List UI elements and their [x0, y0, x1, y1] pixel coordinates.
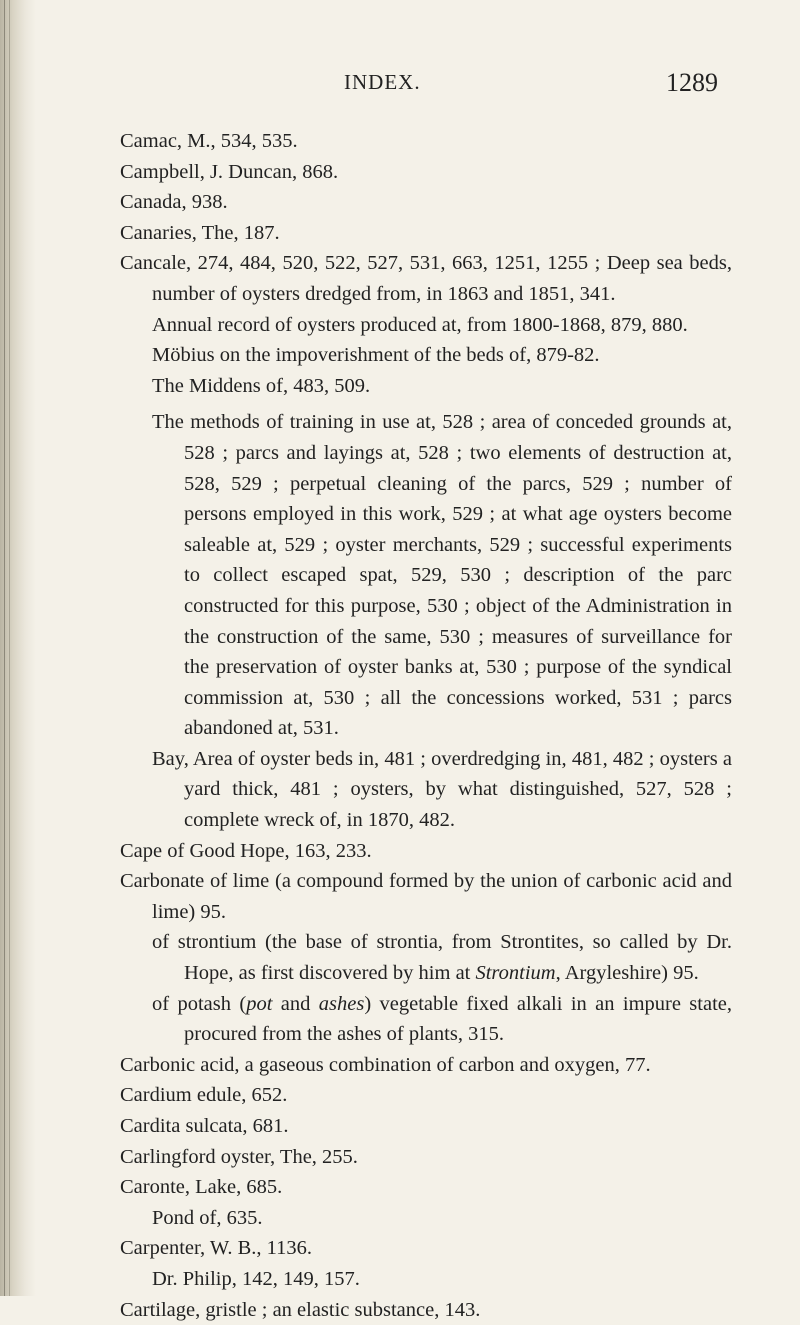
index-subentry — [120, 927, 732, 988]
entry-text: Carbonate of lime (a compound formed by the union of carbonic acid and lime) 95. — [120, 870, 732, 923]
entry-text: Pond of, 635. — [152, 1206, 263, 1229]
italic-text: Strontium — [475, 962, 556, 985]
entry-text: Caronte, Lake, 685. — [120, 1176, 283, 1199]
index-entry — [120, 1080, 732, 1111]
index-subentry — [120, 989, 732, 1050]
entry-text: The methods of training in use at, 528 ; area of conceded grounds at, 528 ; parcs and layings at, 528 ; two elements of destruction at, 528, 529 ; perpetual cleaning of the parcs, 529 ; number of persons employed in this work, 529 ; at what age oysters become saleable at, 529 ; oyster merchants, 529 ; successful experiments to collect escaped spat, 529, 530 ; description of the parc constructed for this purpose, 530 ; object of the Administration in the construction of the same, 530 ; measures of surveillance for the preservation of oyster banks at, 530 ; purpose of the syndical commission at, 530 ; all the concessions worked, 531 ; parcs abandoned at, 531. — [152, 411, 732, 740]
index-entry — [120, 248, 732, 309]
index-subentry — [120, 310, 732, 341]
book-spine-shadow — [0, 0, 36, 1296]
entry-text: Dr. Philip, 142, 149, 157. — [152, 1267, 360, 1290]
index-subentry — [120, 1264, 732, 1295]
italic-text: ashes — [318, 992, 365, 1015]
index-subentry — [120, 1203, 732, 1234]
index-entries — [120, 126, 732, 1325]
entry-text: Carbonic acid, a gaseous combination of carbon and oxygen, 77. — [120, 1053, 651, 1076]
index-subentry — [120, 340, 732, 371]
index-entry — [120, 157, 732, 188]
entry-text: Carlingford oyster, The, 255. — [120, 1145, 358, 1168]
page-number: 1289 — [666, 68, 718, 97]
entry-text: Cancale, 274, 484, 520, 522, 527, 531, 663, 1251, 1255 ; Deep sea beds, number of oysters dredged from, in 1863 and 1851, 341. — [120, 252, 732, 305]
entry-text: of strontium (the base of strontia, from Strontites, so called by Dr. Hope, as first discovered by him at — [152, 931, 732, 985]
entry-text: Bay, Area of oyster beds in, 481 ; overdredging in, 481, 482 ; oysters a yard thick, 481 ; oysters, by what distinguished, 527, 528 ; complete wreck of, in 1870, 482. — [152, 747, 732, 832]
entry-text: Cape of Good Hope, 163, 233. — [120, 839, 372, 862]
index-subentry — [120, 371, 732, 402]
entry-text: , Argyleshire) 95. — [555, 962, 699, 985]
spine-edge-line — [4, 0, 5, 1296]
index-entry — [120, 126, 732, 157]
entry-text: Carpenter, W. B., 1136. — [120, 1237, 313, 1260]
entry-text: Cartilage, gristle ; an elastic substance, 143. — [120, 1298, 481, 1321]
index-entry — [120, 866, 732, 927]
index-entry — [120, 1233, 732, 1264]
running-title: INDEX. — [344, 70, 421, 94]
entry-text: and — [272, 992, 319, 1015]
entry-text: Campbell, J. Duncan, 868. — [120, 160, 339, 183]
index-entry — [120, 1172, 732, 1203]
entry-text: of potash ( — [152, 992, 247, 1015]
index-subentry — [120, 744, 732, 836]
index-entry — [120, 1111, 732, 1142]
entry-text: Cardium edule, 652. — [120, 1084, 288, 1107]
entry-text: Camac, M., 534, 535. — [120, 130, 298, 152]
index-subentry — [120, 407, 732, 744]
entry-text: Annual record of oysters produced at, from 1800-1868, 879, 880. — [152, 313, 688, 336]
entry-text: Canada, 938. — [120, 191, 228, 214]
index-entry — [120, 836, 732, 867]
entry-text: Canaries, The, 187. — [120, 221, 280, 244]
index-entry — [120, 187, 732, 218]
index-entry — [120, 218, 732, 249]
spine-edge-line — [9, 0, 10, 1296]
entry-text: Cardita sulcata, 681. — [120, 1115, 289, 1137]
index-entry — [120, 1050, 732, 1081]
entry-text: Möbius on the impoverishment of the beds of, 879-82. — [152, 344, 600, 367]
italic-text: pot — [246, 992, 273, 1015]
page-header — [0, 70, 800, 110]
entry-text: The Middens of, 483, 509. — [152, 374, 371, 397]
index-entry — [120, 1142, 732, 1173]
entry-text: ) vegetable fixed alkali in an impure state, procured from the ashes of plants, 315. — [184, 992, 732, 1046]
index-entry — [120, 1295, 732, 1325]
